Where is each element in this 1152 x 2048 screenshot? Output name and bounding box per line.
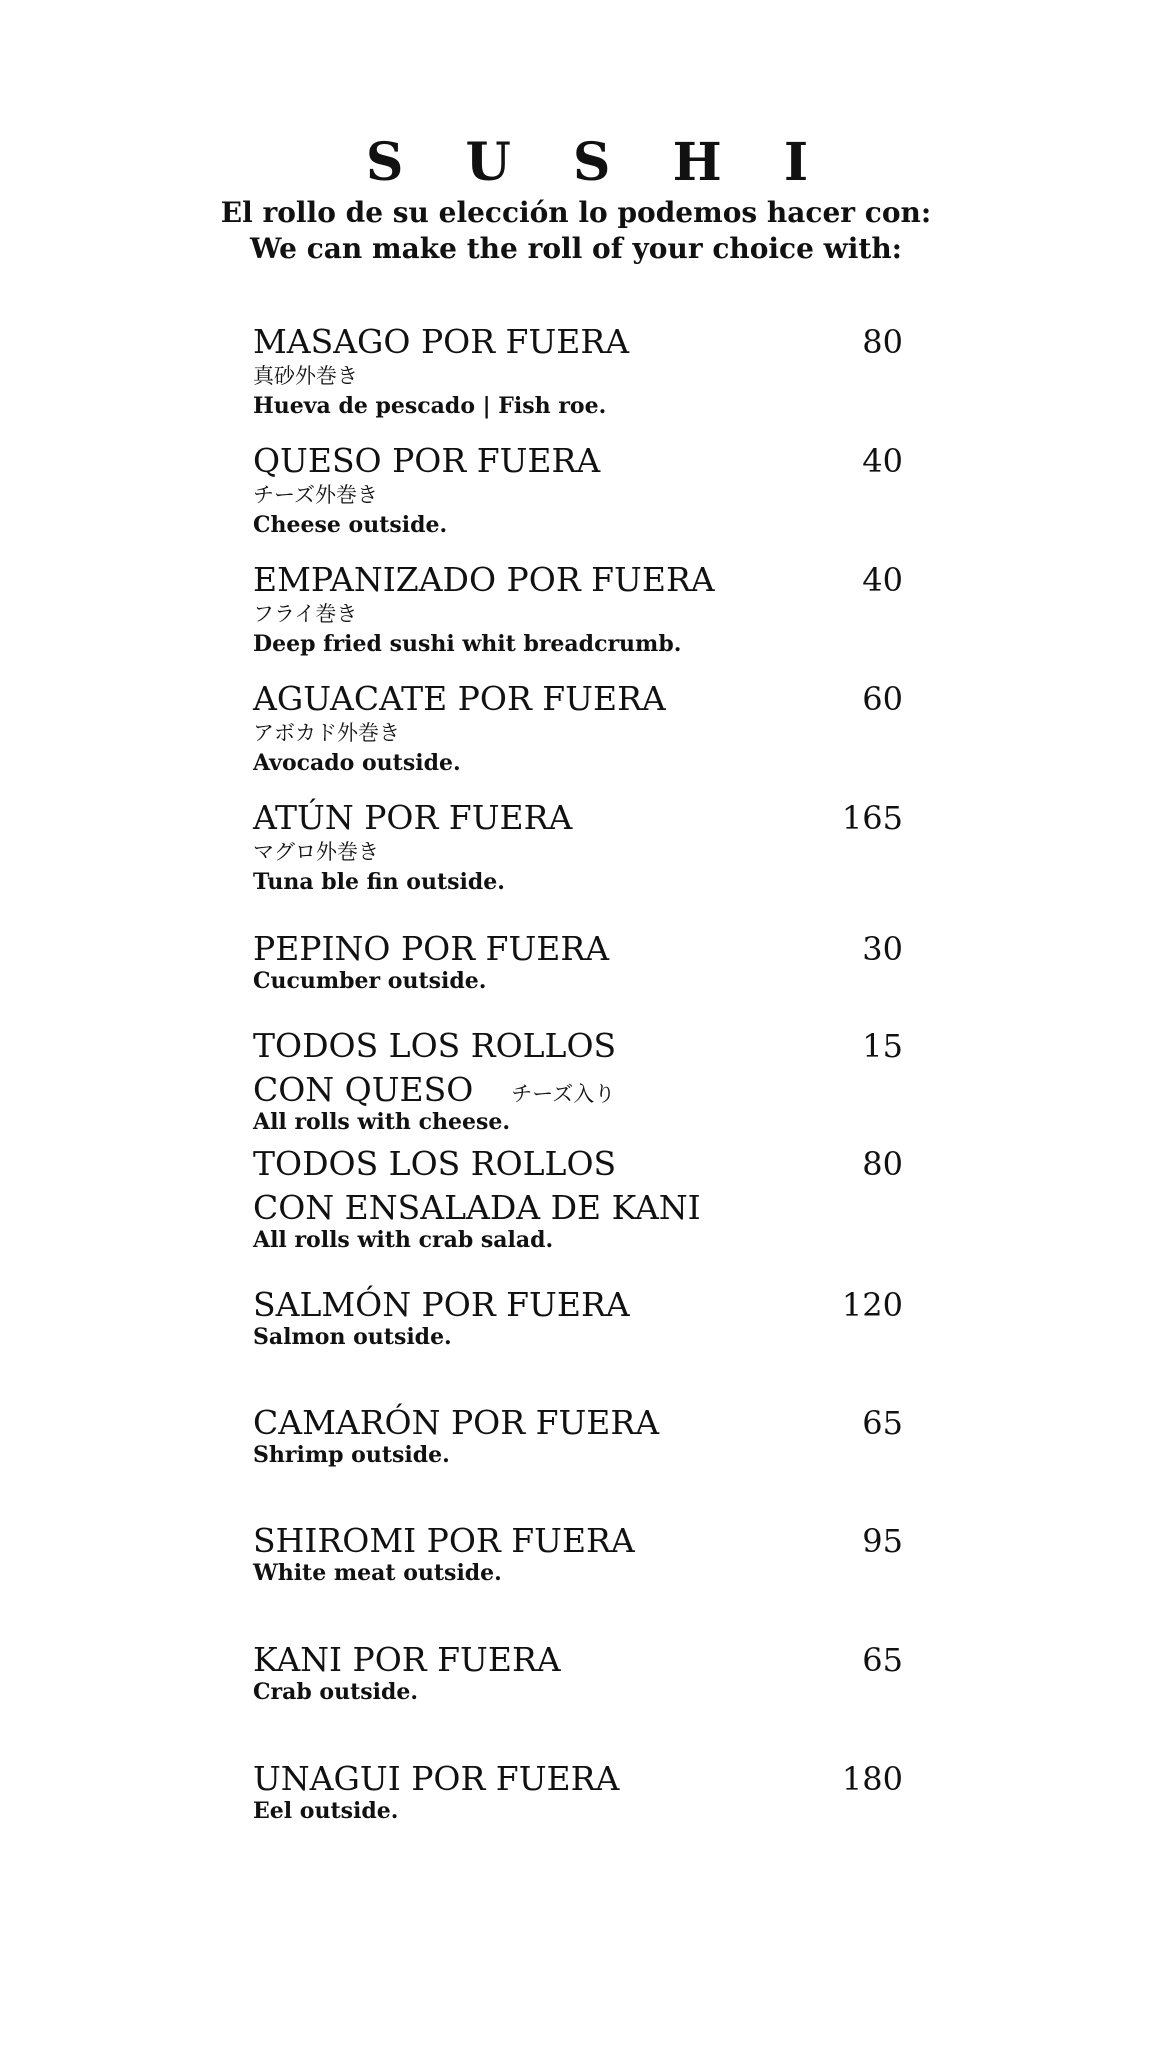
item-price: 95	[862, 1522, 903, 1560]
item-name: SALMÓN POR FUERA	[253, 1285, 630, 1324]
item-name: TODOS LOS ROLLOS	[253, 1144, 617, 1183]
item-price: 180	[841, 1760, 903, 1798]
item-name: SHIROMI POR FUERA	[253, 1521, 635, 1560]
item-description: Hueva de pescado | Fish roe.	[253, 393, 607, 419]
item-description: Shrimp outside.	[253, 1442, 450, 1468]
item-japanese-name: マグロ外巻き	[253, 840, 379, 864]
item-price: 40	[862, 442, 903, 480]
item-name: EMPANIZADO POR FUERA	[253, 560, 715, 599]
item-name: KANI POR FUERA	[253, 1640, 561, 1679]
item-price: 40	[862, 561, 903, 599]
item-price: 30	[862, 930, 903, 968]
item-price: 65	[862, 1641, 903, 1679]
item-description: Eel outside.	[253, 1798, 399, 1824]
item-price: 65	[862, 1404, 903, 1442]
item-description: White meat outside.	[253, 1560, 502, 1586]
item-description: Tuna ble fin outside.	[253, 869, 505, 895]
item-name: ATÚN POR FUERA	[253, 798, 573, 837]
item-description: Cheese outside.	[253, 512, 448, 538]
item-price: 120	[841, 1286, 903, 1324]
item-description: All rolls with crab salad.	[253, 1227, 554, 1253]
item-name-second-line: CON ENSALADA DE KANI	[253, 1188, 701, 1227]
item-price: 80	[862, 323, 903, 361]
item-japanese-name: アボカド外巻き	[253, 721, 400, 745]
item-name-second-line: CON QUESO	[253, 1070, 474, 1109]
item-name: CAMARÓN POR FUERA	[253, 1403, 660, 1442]
item-description: Deep fried sushi whit breadcrumb.	[253, 631, 682, 657]
menu-subtitle-spanish: El rollo de su elección lo podemos hacer con:	[220, 196, 932, 229]
menu-item-atun	[253, 798, 903, 938]
item-price: 15	[862, 1027, 903, 1065]
item-description: Cucumber outside.	[253, 968, 487, 994]
menu-item-unagui	[253, 1759, 903, 1899]
item-description: Crab outside.	[253, 1679, 419, 1705]
item-japanese-name: フライ巻き	[253, 602, 358, 626]
item-description: All rolls with cheese.	[253, 1109, 511, 1135]
item-description: Avocado outside.	[253, 750, 461, 776]
item-japanese-name: チーズ外巻き	[253, 483, 378, 507]
item-name: QUESO POR FUERA	[253, 441, 601, 480]
item-price: 165	[841, 799, 903, 837]
item-name: PEPINO POR FUERA	[253, 929, 610, 968]
item-name: TODOS LOS ROLLOS	[253, 1026, 617, 1065]
item-japanese-name: 真砂外巻き	[253, 364, 358, 388]
item-price: 80	[862, 1145, 903, 1183]
item-description: Salmon outside.	[253, 1324, 452, 1350]
item-name: MASAGO POR FUERA	[253, 322, 630, 361]
item-name: UNAGUI POR FUERA	[253, 1759, 620, 1798]
item-price: 60	[862, 680, 903, 718]
menu-subtitle-english: We can make the roll of your choice with:	[249, 232, 903, 265]
item-japanese-name: チーズ入り	[511, 1082, 616, 1106]
menu-title: S U S H I	[365, 132, 831, 193]
menu-item-todos-con-kani	[253, 1144, 903, 1284]
item-name: AGUACATE POR FUERA	[253, 679, 666, 718]
